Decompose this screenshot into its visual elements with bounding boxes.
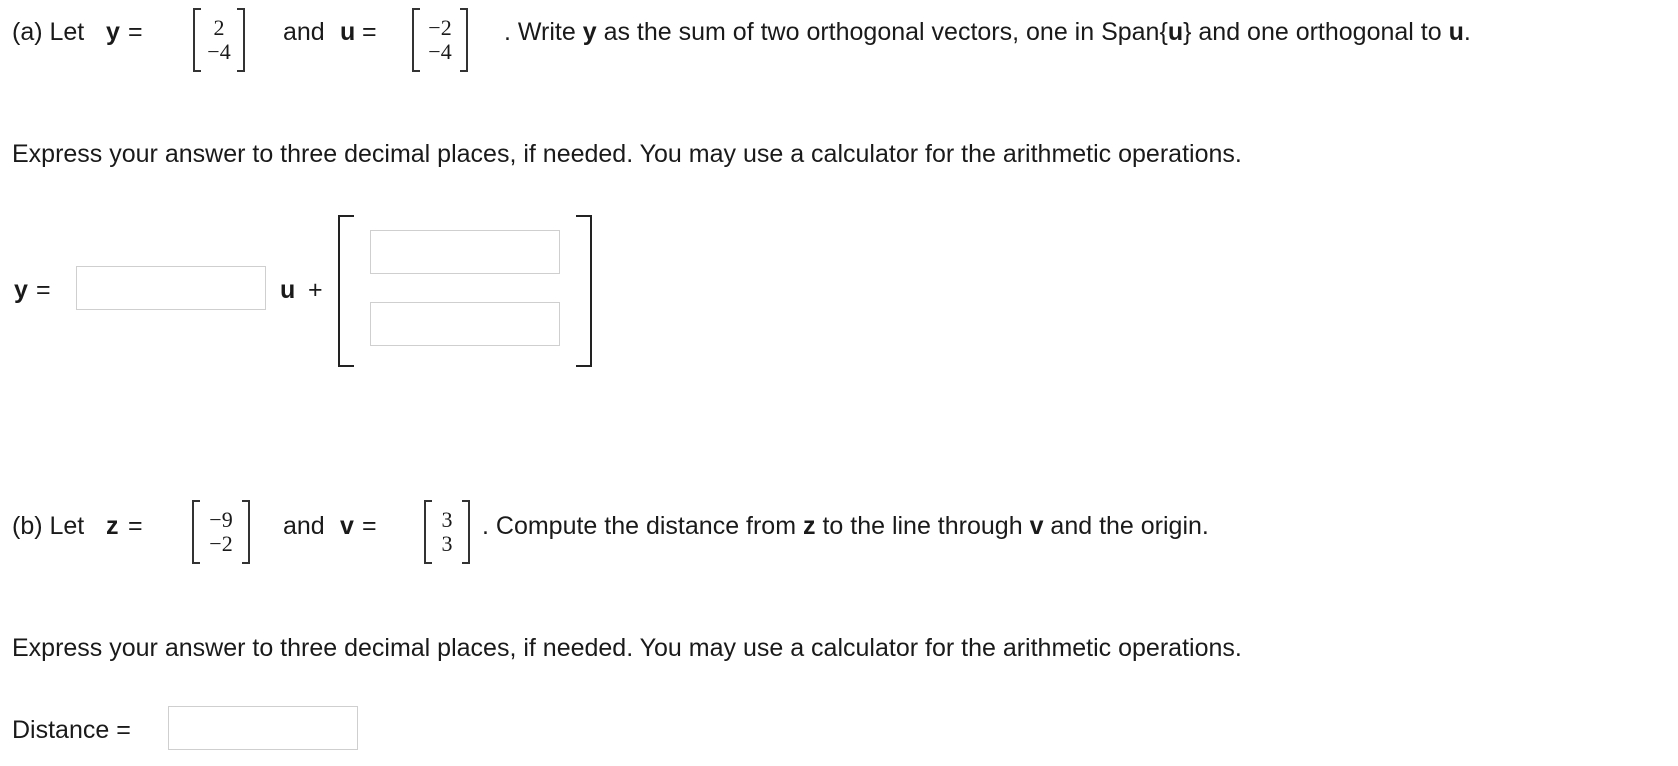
answer-plus: + xyxy=(308,276,323,304)
part-a-instruction-u2: u xyxy=(1448,18,1464,46)
v-vector xyxy=(424,500,470,564)
u-vector xyxy=(412,8,468,72)
part-b-instruction-prefix: . Compute the distance from xyxy=(482,512,797,540)
y-vector xyxy=(193,8,245,72)
u-vector-entry-1: −2 xyxy=(428,15,452,40)
y-vector-entry-2: −4 xyxy=(207,39,231,64)
y-vector-entry-1: 2 xyxy=(213,15,225,40)
part-b-z-equals: = xyxy=(128,512,143,540)
part-a-hint: Express your answer to three decimal places, if needed. You may use a calculator for the arithmetic operations. xyxy=(12,140,1242,168)
u-vector-entry-2: −4 xyxy=(428,39,452,64)
part-b-instruction-mid: to the line through xyxy=(822,512,1023,540)
orthogonal-component-input-1[interactable] xyxy=(370,230,560,274)
part-a-instruction-mid2: } and one orthogonal to xyxy=(1183,18,1442,46)
part-b-hint: Express your answer to three decimal places, if needed. You may use a calculator for the arithmetic operations. xyxy=(12,634,1242,662)
part-b-prefix: (b) Let xyxy=(12,512,85,540)
part-b-instruction xyxy=(482,512,1209,541)
part-a-and: and xyxy=(283,18,325,46)
part-b-instruction-end: and the origin. xyxy=(1050,512,1209,540)
part-b-z-symbol: z xyxy=(106,512,119,540)
z-vector-entry-1: −9 xyxy=(209,507,233,532)
z-vector-entry-2: −2 xyxy=(209,531,233,556)
v-vector-entry-2: 3 xyxy=(441,531,453,556)
part-b-instruction-z: z xyxy=(803,512,816,540)
v-vector-entry-1: 3 xyxy=(441,507,453,532)
part-b-v-equals: = xyxy=(362,512,377,540)
part-a-instruction-y: y xyxy=(582,18,597,46)
part-a-y-equals: = xyxy=(128,18,143,46)
part-a-instruction-mid: as the sum of two orthogonal vectors, one in Span{ xyxy=(603,18,1168,46)
part-a-instruction xyxy=(504,18,1471,47)
answer-u-label: u xyxy=(280,276,296,304)
part-b-and: and xyxy=(283,512,325,540)
part-a-prefix: (a) Let xyxy=(12,18,85,46)
part-b-v-symbol: v xyxy=(340,512,354,540)
part-a-u-symbol: u xyxy=(340,18,356,46)
ortho-vector-left-bracket xyxy=(338,215,354,367)
orthogonal-component-input-2[interactable] xyxy=(370,302,560,346)
part-a-instruction-prefix: . Write xyxy=(504,18,576,46)
distance-label: Distance = xyxy=(12,716,131,744)
part-a-y-symbol: y xyxy=(106,18,120,46)
ortho-vector-right-bracket xyxy=(576,215,592,367)
part-a-instruction-u1: u xyxy=(1167,18,1184,46)
distance-input[interactable] xyxy=(168,706,358,750)
part-a-u-equals: = xyxy=(362,18,377,46)
answer-y-label: y xyxy=(14,276,28,304)
part-a-instruction-end: . xyxy=(1463,18,1471,46)
projection-coefficient-input[interactable] xyxy=(76,266,266,310)
answer-y-equals: = xyxy=(36,276,51,304)
part-b-instruction-v: v xyxy=(1029,512,1044,540)
z-vector xyxy=(192,500,250,564)
